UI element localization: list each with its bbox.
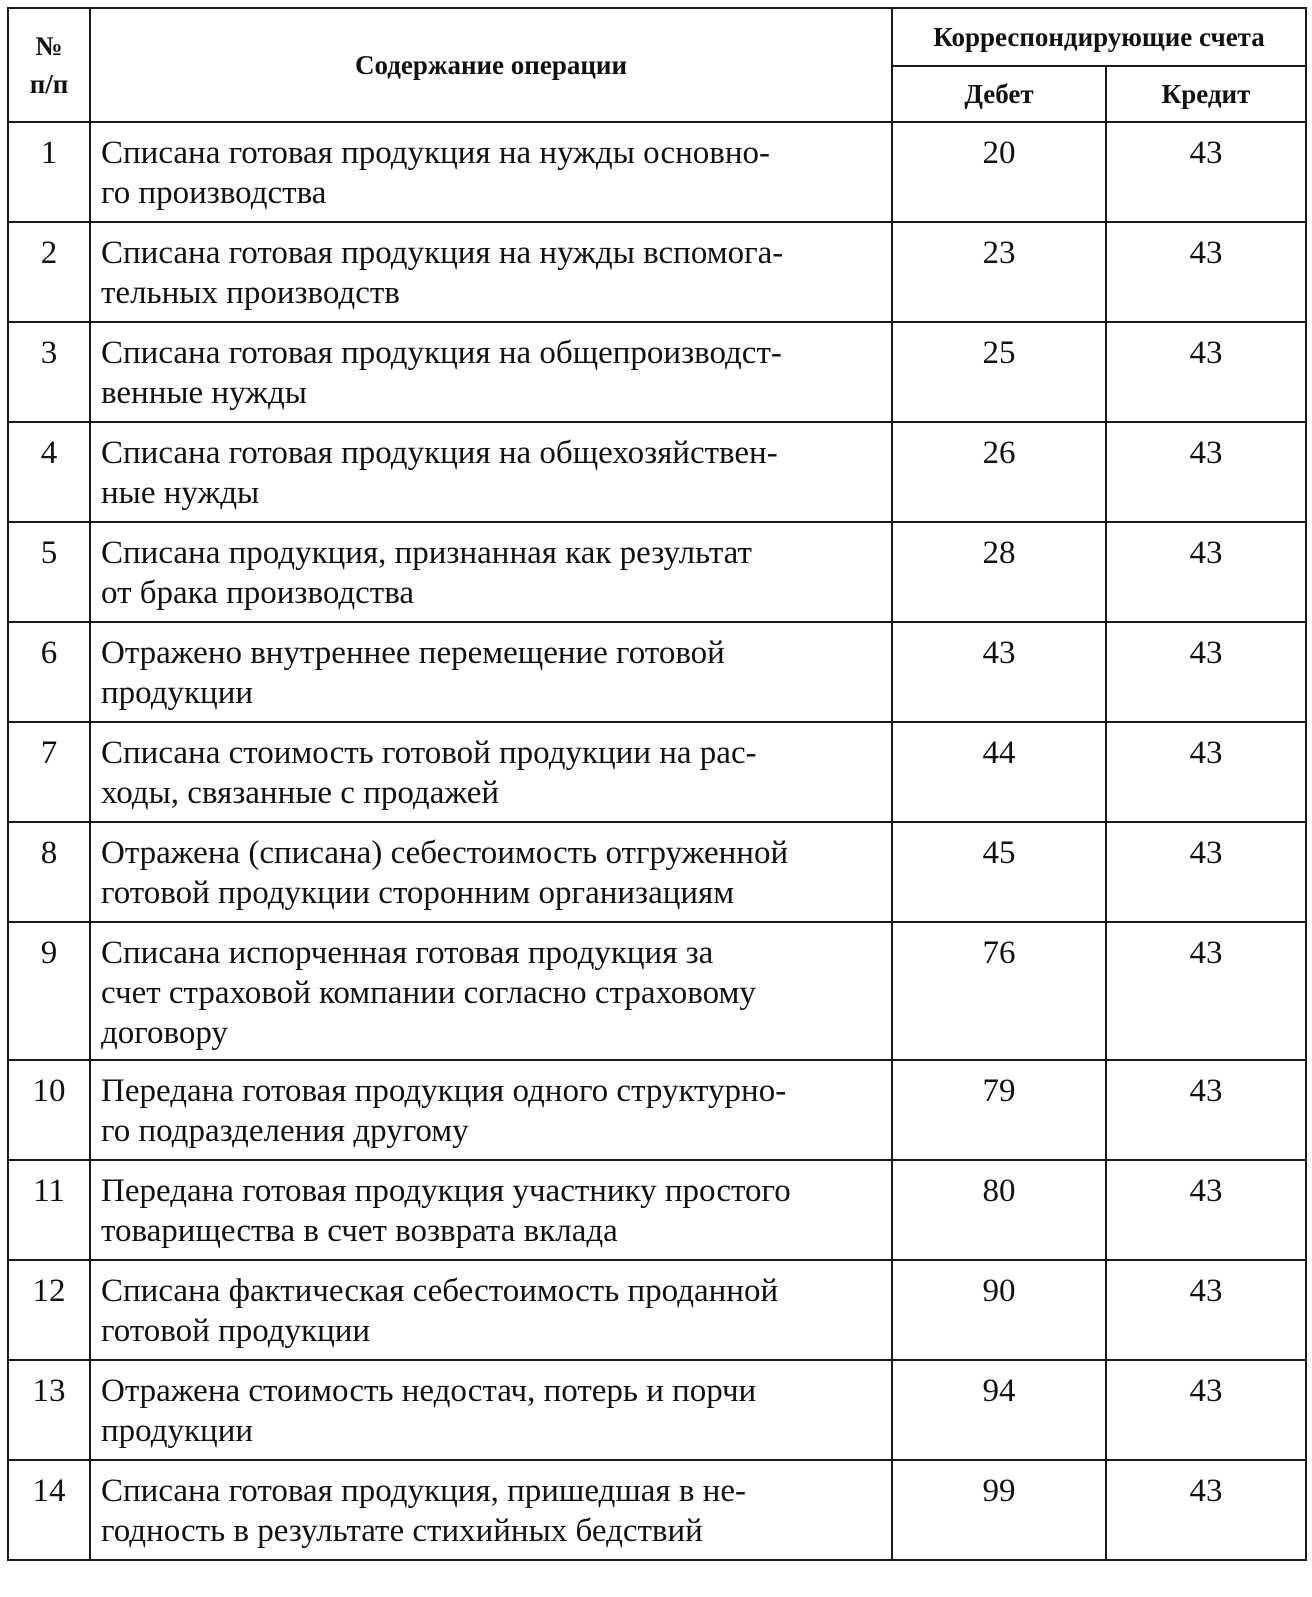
table-row	[8, 722, 1306, 822]
row-debit: 25	[892, 322, 1106, 422]
description-line: Списана стоимость готовой продукции на рас-	[101, 735, 757, 771]
row-debit: 99	[892, 1460, 1106, 1560]
header-number-line1: №	[35, 31, 63, 61]
description-line: Списана готовая продукция на нужды основно-	[101, 135, 771, 171]
header-number	[8, 8, 90, 122]
row-description	[90, 622, 892, 722]
row-credit: 43	[1106, 1360, 1306, 1460]
row-debit: 80	[892, 1160, 1106, 1260]
description-line: Списана готовая продукция, пришедшая в не-	[101, 1473, 746, 1509]
row-number: 12	[8, 1260, 90, 1360]
description-line: годность в результате стихийных бедствий	[101, 1513, 703, 1549]
row-credit: 43	[1106, 1260, 1306, 1360]
row-debit: 20	[892, 122, 1106, 222]
row-description	[90, 1260, 892, 1360]
row-number: 9	[8, 922, 90, 1060]
description-line: Списана продукция, признанная как результат	[101, 535, 752, 571]
row-credit: 43	[1106, 1460, 1306, 1560]
row-description	[90, 522, 892, 622]
row-description	[90, 1160, 892, 1260]
row-credit: 43	[1106, 522, 1306, 622]
table-row	[8, 922, 1306, 1060]
row-debit: 43	[892, 622, 1106, 722]
header-debit: Дебет	[892, 66, 1106, 122]
description-line: Списана испорченная готовая продукция за	[101, 935, 714, 971]
row-number: 1	[8, 122, 90, 222]
row-description	[90, 722, 892, 822]
row-number: 14	[8, 1460, 90, 1560]
header-number-line2: п/п	[29, 69, 69, 99]
table-row	[8, 222, 1306, 322]
header-content: Содержание операции	[90, 8, 892, 122]
description-line: го производства	[101, 175, 327, 211]
row-debit: 76	[892, 922, 1106, 1060]
row-number: 5	[8, 522, 90, 622]
description-line: ные нужды	[101, 475, 260, 511]
operations-table	[7, 7, 1307, 1561]
row-description	[90, 222, 892, 322]
row-credit: 43	[1106, 622, 1306, 722]
row-description	[90, 422, 892, 522]
header-accounts: Корреспондирующие счета	[892, 8, 1306, 66]
header-credit: Кредит	[1106, 66, 1306, 122]
row-debit: 28	[892, 522, 1106, 622]
row-debit: 90	[892, 1260, 1106, 1360]
row-debit: 45	[892, 822, 1106, 922]
row-credit: 43	[1106, 722, 1306, 822]
description-line: Списана готовая продукция на общехозяйствен-	[101, 435, 778, 471]
table-body	[8, 122, 1306, 1560]
row-number: 2	[8, 222, 90, 322]
description-line: готовой продукции	[101, 1313, 371, 1349]
row-description	[90, 1360, 892, 1460]
row-debit: 26	[892, 422, 1106, 522]
description-line: го подразделения другому	[101, 1113, 469, 1149]
row-number: 4	[8, 422, 90, 522]
table-row	[8, 1060, 1306, 1160]
description-line: продукции	[101, 1413, 254, 1449]
row-number: 6	[8, 622, 90, 722]
description-line: готовой продукции сторонним организациям	[101, 875, 735, 911]
description-line: тельных производств	[101, 275, 400, 311]
row-description	[90, 822, 892, 922]
table-row	[8, 122, 1306, 222]
description-line: счет страховой компании согласно страховому	[101, 975, 756, 1011]
description-line: Списана готовая продукция на нужды вспомога-	[101, 235, 784, 271]
row-number: 8	[8, 822, 90, 922]
description-line: Списана готовая продукция на общепроизводст-	[101, 335, 782, 371]
row-credit: 43	[1106, 922, 1306, 1060]
row-debit: 44	[892, 722, 1106, 822]
row-description	[90, 122, 892, 222]
row-description	[90, 1460, 892, 1560]
row-debit: 94	[892, 1360, 1106, 1460]
row-description	[90, 1060, 892, 1160]
description-line: от брака производства	[101, 575, 415, 611]
row-credit: 43	[1106, 1160, 1306, 1260]
row-number: 11	[8, 1160, 90, 1260]
row-debit: 23	[892, 222, 1106, 322]
row-credit: 43	[1106, 322, 1306, 422]
row-number: 3	[8, 322, 90, 422]
description-line: Передана готовая продукция одного структурно-	[101, 1073, 787, 1109]
table-row	[8, 422, 1306, 522]
row-credit: 43	[1106, 222, 1306, 322]
table-row	[8, 1460, 1306, 1560]
description-line: венные нужды	[101, 375, 307, 411]
description-line: Списана фактическая себестоимость проданной	[101, 1273, 779, 1309]
row-description	[90, 322, 892, 422]
description-line: Отражена стоимость недостач, потерь и порчи	[101, 1373, 757, 1409]
row-number: 13	[8, 1360, 90, 1460]
row-credit: 43	[1106, 422, 1306, 522]
description-line: товарищества в счет возврата вклада	[101, 1213, 618, 1249]
row-credit: 43	[1106, 1060, 1306, 1160]
table-row	[8, 622, 1306, 722]
table-row	[8, 322, 1306, 422]
row-number: 10	[8, 1060, 90, 1160]
table-row	[8, 1160, 1306, 1260]
table-row	[8, 1360, 1306, 1460]
row-debit: 79	[892, 1060, 1106, 1160]
row-credit: 43	[1106, 822, 1306, 922]
description-line: Отражена (списана) себестоимость отгруженной	[101, 835, 789, 871]
description-line: продукции	[101, 675, 254, 711]
table-row	[8, 822, 1306, 922]
description-line: Передана готовая продукция участнику простого	[101, 1173, 791, 1209]
table-row	[8, 1260, 1306, 1360]
table-row	[8, 522, 1306, 622]
row-number: 7	[8, 722, 90, 822]
description-line: ходы, связанные с продажей	[101, 775, 500, 811]
description-line: договору	[101, 1015, 228, 1051]
row-credit: 43	[1106, 122, 1306, 222]
description-line: Отражено внутреннее перемещение готовой	[101, 635, 725, 671]
row-description	[90, 922, 892, 1060]
